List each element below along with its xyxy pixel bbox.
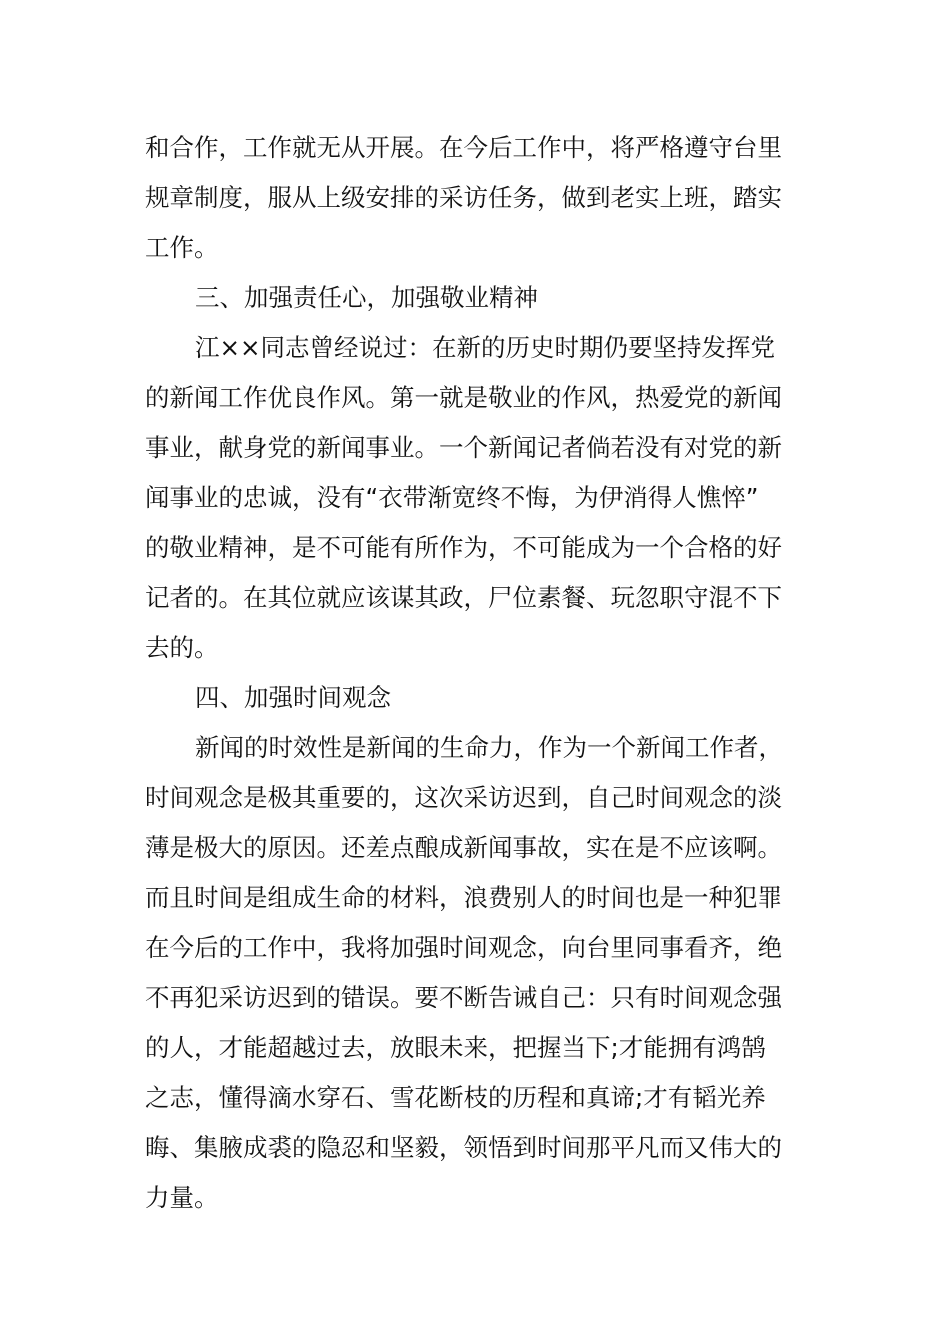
text-line: 新闻的时效性是新闻的生命力，作为一个新闻工作者， — [195, 733, 783, 762]
text-line: 去的。 — [145, 633, 219, 662]
text-line: 事业，献身党的新闻事业。一个新闻记者倘若没有对党的新 — [145, 433, 782, 462]
text-line: 的敬业精神，是不可能有所作为，不可能成为一个合格的好 — [145, 533, 782, 562]
text-line: 江××同志曾经说过：在新的历史时期仍要坚持发挥党 — [195, 333, 776, 362]
text-line: 在今后的工作中，我将加强时间观念，向台里同事看齐，绝 — [145, 933, 782, 962]
text-line: 的人，才能超越过去，放眼未来，把握当下;才能拥有鸿鹄 — [145, 1033, 766, 1062]
text-line: 薄是极大的原因。还差点酿成新闻事故，实在是不应该啊。 — [145, 833, 782, 862]
text-line: 的新闻工作优良作风。第一就是敬业的作风，热爱党的新闻 — [145, 383, 782, 412]
text-line: 力量。 — [145, 1183, 219, 1212]
text-line: 不再犯采访迟到的错误。要不断告诫自己：只有时间观念强 — [145, 983, 782, 1012]
text-line: 而且时间是组成生命的材料，浪费别人的时间也是一种犯罪 — [145, 883, 782, 912]
text-line: 工作。 — [145, 233, 219, 262]
text-line: 之志，懂得滴水穿石、雪花断枝的历程和真谛;才有韬光养 — [145, 1083, 766, 1112]
section-heading-3: 三、加强责任心，加强敬业精神 — [195, 283, 538, 312]
text-line: 晦、集腋成裘的隐忍和坚毅，领悟到时间那平凡而又伟大的 — [145, 1133, 782, 1162]
text-line: 和合作，工作就无从开展。在今后工作中，将严格遵守台里 — [145, 133, 782, 162]
section-heading-4: 四、加强时间观念 — [195, 683, 391, 712]
text-line: 闻事业的忠诚，没有“衣带渐宽终不悔，为伊消得人憔悴” — [145, 483, 759, 512]
text-line: 规章制度，服从上级安排的采访任务，做到老实上班，踏实 — [145, 183, 782, 212]
text-line: 时间观念是极其重要的，这次采访迟到，自己时间观念的淡 — [145, 783, 782, 812]
text-line: 记者的。在其位就应该谋其政，尸位素餐、玩忽职守混不下 — [145, 583, 782, 612]
